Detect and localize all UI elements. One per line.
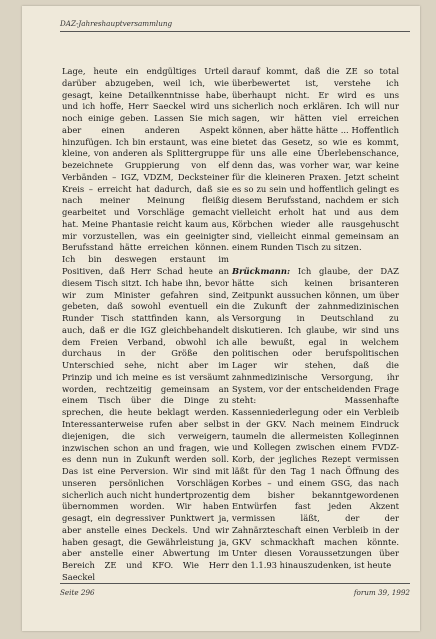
left-column-text: Lage, heute ein endgültiges Urteil darüber abzugeben, weil ich, wie gesagt, keine Detailkenntnisse habe, und ich hoffe, Herr Saeckel wird uns noch einige geben. Lassen Sie mich aber einen anderen Aspekt hinzufügen. Ich bin erstaunt, was eine kleine, von anderen als Splittergruppe bezeichnete Gruppierung von elf Verbänden – IGZ, VDZM, Decksteiner Kreis – erreicht hat dadurch, daß sie nach meiner Meinung fleißig gearbeitet und Vorschläge gemacht hat. Meine Phantasie reicht kaum aus, mir vorzustellen, was ein geeinigter Berufsstand hätte erreichen können. Ich bin deswegen erstaunt im Positiven, daß Herr Schad heute an diesem Tisch sitzt. Ich habe ihn, bevor wir zum Minister gefahren sind, gebeten, daß sowohl eventuell ein Runder Tisch stattfinden kann, als auch, daß er die IGZ gleichbehandelt dem Freien Verband, obwohl ich durchaus in der Größe den Unterschied sehe, nicht aber im Prinzip und ich meine es ist versäumt worden, rechtzeitig gemeinsam an einem Tisch über die Dinge zu sprechen, die heute beklagt werden. Interessanterweise rufen aber selbst diejenigen, die sich verweigern, inzwischen schon an und fragen, wie es denn nun in Zukunft werden soll. Das ist eine Perversion. Wir sind mit unseren persönlichen Vorschlägen sicherlich auch nicht hundertprozentig übernommen worden. Wir haben gesagt, ein degressiver Punktwert ja, aber anstelle eines Deckels. Und wir haben gesagt, die Gewährleistung ja, aber anstelle einer Abwertung im Bereich ZE und KFO. Wie Herr Saeckel [62, 66, 229, 582]
speaker-name: Brückmann: [232, 266, 291, 276]
right-paragraph-1: darauf kommt, daß die ZE so total überbewertet ist, verstehe ich überhaupt nicht. Er wird es uns sicherlich noch erklären. Ich will nur sagen, wir hätten viel erreichen können, aber hätte hätte ... Hoffentlich bietet das Gesetz, so wie es kommt, für uns alle eine Überlebenschance, denn das, was vorher war, war keine für die kleineren Praxen. Jetzt scheint es so zu sein und hoffentlich gelingt es diesem Berufsstand, nachdem er sich vielleicht erholt hat und aus dem Körbchen wieder alle rausgehuscht sind, vielleicht einmal gemeinsam an einem Runden Tisch zu sitzen. [232, 66, 399, 253]
right-paragraph-2 [232, 266, 399, 572]
page-number: Seite 296 [60, 588, 95, 597]
paragraph-gap [232, 254, 399, 266]
right-column [232, 66, 399, 572]
document-page [22, 6, 420, 631]
left-column [62, 66, 229, 584]
running-header: DAZ-Jahreshauptversammlung [60, 19, 410, 32]
journal-issue: forum 39, 1992 [353, 588, 410, 597]
right-paragraph-2-text: Ich glaube, der DAZ hätte sich keinen brisanteren Zeitpunkt aussuchen können, um über die Zukunft der zahnmedizinischen Versorgung in Deutschland zu diskutieren. Ich glaube, wir sind uns alle bewußt, egal in welchem politischen oder berufspolitischen Lager wir stehen, daß die zahnmedizinische Versorgung, ihr System, vor der entscheidenden Frage steht: Massenhafte Kassenniederlegung oder ein Verbleib in der GKV. Nach meinem Eindruck taumeln die allermeisten Kolleginnen und Kollegen zwischen einem FVDZ-Korb, der jegliches Rezept vermissen läßt für den Tag 1 nach Öffnung des Korbes – und einem GSG, das nach dem bisher bekanntgewordenen Entwürfen fast jeden Akzent vermissen läßt, der der Zahnärzteschaft einen Verbleib in der GKV schmackhaft machen könnte. Unter diesen Voraussetzungen über den 1.1.93 hinauszudenken, ist heute [232, 266, 399, 571]
page-footer [60, 583, 410, 597]
